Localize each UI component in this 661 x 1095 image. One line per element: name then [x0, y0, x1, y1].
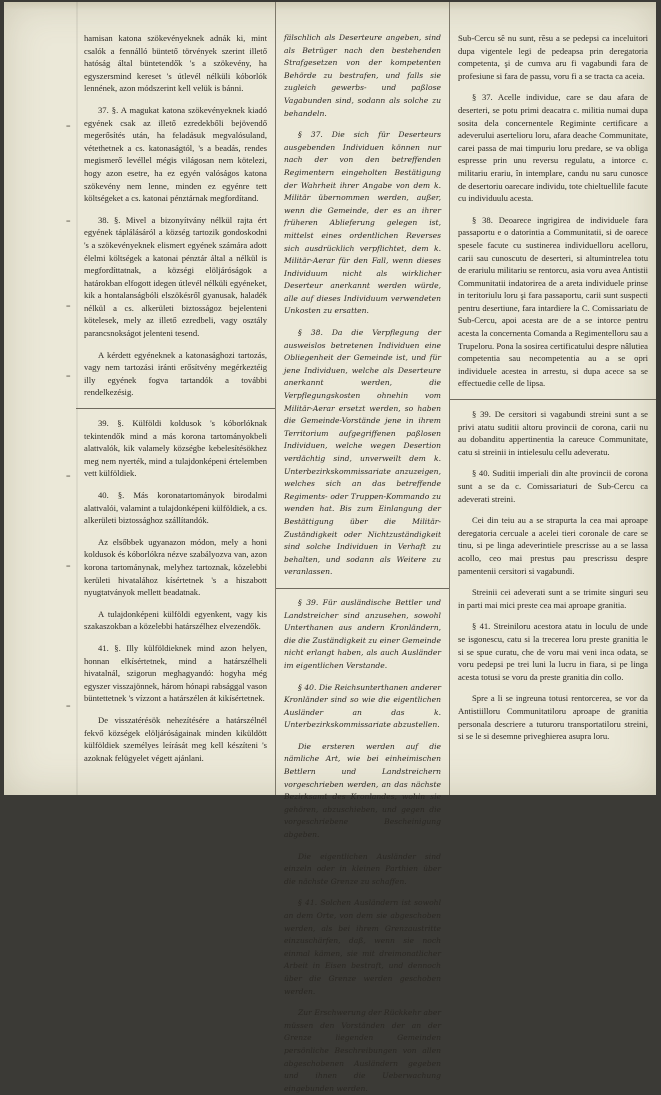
document-sheet [4, 2, 656, 1093]
german-column [276, 2, 450, 1093]
romanian-paragraph: § 39. De cersitori si vagabundi streini sunt a se privi atatu suditii altoru provincii de corona, carii nu au dobanditu appertinentia la careuce Communitate, catu si streinii in intielesulu cellu adeveratu. [458, 409, 648, 457]
german-paragraph: § 37. Die sich für Deserteurs ausgebenden Individuen können nur nach der von den betreffenden Regimentern eingeholten Bestätigung der Wahrheit ihrer Angabe von dem k. Militär übernommen werden, außer, wenn die Gemeinde, der es an ihrer früheren Ablieferung gelegen ist, mittelst eines ordentlichen Reverses sich ausdrücklich verpflichtet, dem k. Militär-Aerar für den Fall, wenn dieses Individuum nicht als wirklicher Deserteur anerkannt werden würde, alle auf dieses Individuum verwendeten Unkosten zu ersatten. [284, 130, 441, 316]
german-paragraph: § 41. Solchen Ausländern ist sowohl an dem Orte, von dem sie abgeschoben werden, als bei ihrem Grenzaustritte einzuschärfen, daß, wenn sie noch einmal kämen, sie mit dreimonatlicher Arbeit in Eisen bestraft, und dennoch über die Grenze werden geschoben werden. [284, 898, 441, 996]
hungarian-paragraph: 39. §. Külföldi koldusok 's kóborlóknak tekintendők mind a más korona tartományokbeli alattvalók, kik valamely községbe kebelesítésökhez meg nem nyerték, mind a tulajdonképeni értelemben vett külföldiek. [84, 418, 267, 479]
hungarian-paragraph: 37. §. A magukat katona szökevényeknek kiadó egyének csak az illető ezredekbőli bejövendő megerősítés után, ha feladásuk megvalósuland, vétethetnek a cs. katonaságtól, 's a beadás, rendes megismerő levéllel mégis világosan nem kötelezi, hogy azon esetre, ha ez egyén valóságos katona szökevény nem lenne, minden ez egyénre tett költségeket a cs. katonai pénztárnak megfordítand. [84, 104, 267, 204]
hungarian-section-divider [76, 408, 275, 409]
romanian-paragraph: § 38. Deoarece ingrigirea de individuele fara passaportu e o datorintia a Communitatii, si de oarece spesele facute cu sustinerea individuelloru acelloru, carii sau cunoscutu de deserteri, si altumintrelea totu de erariulu militariu se rentorcu, asia voru avea Antistii Communitatii indatorirea de a areta individuele prinse in teritoriulu loru şi fara passaportu, carii sunt suspecti pentru desertiune, fara intardiere la C. Comissariatu de Sub-Cercu, apoi acesta are de a se intorce pentru acesta la concernenta Comanda a Regimentelloru sau a Trupeloru. Pona la sosirea certificatului despre nâlutiea competentia sau necompetentia au a se opri individuele acestea in arrestu, si dupa acece sa se effectuedie celle de lipsa. [458, 214, 648, 389]
romanian-paragraph: Cei din teiu au a se strapurta la cea mai aproape deregatoria cercuale a acelei tieri coronale de care se tinu, si pe linga adeverintiele prescrisse au a se lassa acollo, ceo mai prestus pau prescrissu despre pamentenii cersitori si vagabundi. [458, 515, 648, 576]
german-paragraph: Zur Erschwerung der Rückkehr aber müssen den Vorständen der an der Grenze liegenden Gemeinden persönliche Beschreibungen von allen abgeschobenen Ausländern gegeben und ihnen die Ueberwachung eingebunden werden. [284, 1008, 441, 1093]
margin-mark: = [66, 372, 71, 381]
margin-mark: = [66, 702, 71, 711]
margin-mark: = [66, 217, 71, 226]
german-paragraph: § 38. Da die Verpflegung der ausweislos betretenen Individuen eine Obliegenheit der Gemeinde ist, und für jene Individuen, welche als Deserteure anerkannt werden, die Verpflegungskosten ohnehin vom Militär-Aerar ersetzt werden, so haben die Gemeinde-Vorstände jene in ihrem Territorium aufgegriffenen paßlosen Individuen, welche wegen Desertion verdächtig sind, unverweilt dem k. Unterbezirkskommissariate anzuzeigen, welches sich an das betreffende Regiments- oder Truppen-Kommando zu wenden hat. Bis zum Einlangung der Bestättigung über die Militär-Zuständigkeit oder Nichtzuständigkeit sind solche Individuen in Verhaft zu behalten, und sodann als Weitere zu veranlassen. [284, 328, 441, 577]
hungarian-paragraph: De visszatérésök nehezítésére a határszélnél fekvő községek elöljáróságainak minden kiküldött külföldiek személyes leírását meg kell készíteni 's azoknak felügyelet végett ajánlani. [84, 714, 267, 763]
hungarian-paragraph: Az elsőbbek ugyanazon módon, mely a honi koldusok és kóborlókra nézve szabályozva van, azon korona tartománynak, melyhez tartoznak, közelebbi kerületi hivatalához kísértetnek 's a hiszabott nyugtatványok mellett beadatnak. [84, 536, 267, 598]
left-margin [4, 2, 76, 795]
hungarian-paragraph: 40. §. Más koronatartományok birodalmi alattvalói, valamint a tulajdonképeni külföldiek, a cs. alkerületi biztossághoz szállítandók. [84, 490, 267, 526]
romanian-paragraph: Spre a li se ingreuna totusi rentorcerea, se vor da Antistiilloru Communitatiloru aproape de granitia personala descriere a tuturoru transportatiloru streini, si se le si desemne priveghierea asupra loru. [458, 693, 648, 742]
german-section-divider [276, 588, 449, 589]
romanian-paragraph: § 40. Suditii imperiali din alte provincii de corona sunt a se da c. Comissariaturi de Sub-Cercu ca adeverati streini. [458, 468, 648, 504]
german-paragraph: § 40. Die Reichsunterthanen anderer Kronländer sind so wie die eigentlichen Ausländer an das k. Unterbezirkskommissariate abzustellen. [284, 682, 441, 730]
german-paragraph: § 39. Für ausländische Bettler und Landstreicher sind anzusehen, sowohl Unterthanen aus andern Kronländern, die die Zuständigkeit zu einer Gemeinde nicht erlangt haben, als auch Ausländer im eigentlichen Verstande. [284, 597, 441, 670]
romanian-paragraph: Streinii cei adeverati sunt a se trimite singuri seu in parti mai mici preste cea mai aproape granitia. [458, 587, 648, 610]
margin-mark: = [66, 562, 71, 571]
hungarian-paragraph: 41. §. Illy külföldieknek mind azon helyen, honnan elkísértetnek, mind a határszélheli hivatalnál, szigorun meghagyandó: hogyha még egyszer visszajönnek, három hónapi rabsággal vason büntettetnek 's vízzont a határszélen át kikísértetnek. [84, 642, 267, 704]
romanian-paragraph: Sub-Cercu sĕ nu sunt, rĕsu a se pedepsi ca inceluitori dupa vigentele legi de pedeapsa prin deregatoria competenta, şi de cumva aru fi vagabundi fara de profesiune si fara de passu, voru fi a se tracta ca aceia. [458, 33, 648, 81]
german-paragraph: fälschlich als Deserteure angeben, sind als Betrüger nach den bestehenden Strafgesetzen von der kompetenten Behörde zu bestrafen, und falls sie zugleich gewerbs- und paßlose Vagabunden sind, sodann als solche zu behandeln. [284, 33, 441, 118]
romanian-section-divider [450, 399, 656, 400]
hungarian-paragraph: 38. §. Mivel a bizonyítvány nélkül rajta ért egyének táplálásáról a község tartozik gondoskodni 's a szökevényeknek elismert egyének számára adott élelmi költségek a katonai pénztár által a nélkül is megfordíttatnak, a községi elöljáróságok a határokban elfogott idegen útlevél nélküli egyéneket, kik a hontalanságbóli elszökésről gyanusak, haladék nélkül a cs. alkerületi biztosságoz bejelenteni kötelesek, mely az illető ezredbeli, vagy osztály parancsnokságot jelenteni tesend. [84, 214, 267, 339]
romanian-column [450, 2, 656, 795]
hungarian-paragraph: hamisan katona szökevényeknek adnák ki, mint csalók a fennálló büntető törvények szerint illető hatóság által büntetendők 's a szökevény, ha egyszersmind kereset 's útlevél nélküli kóborlók lennének, azon módszerint kell velük is bánni. [84, 33, 267, 94]
romanian-paragraph: § 41. Streiniloru acestora atatu in loculu de unde se isgonescu, catu si la trecerea loru preste granitia le si se spue curatu, che de voru mai veni inca odata, se voru pedepsi pe trei luni la lucru in fiara, si pe linga acesta totusi se voru da preste granitia din collo. [458, 621, 648, 682]
hungarian-paragraph: A tulajdonképeni külföldi egyenkent, vagy kis szakaszokban a közelebbi határszélhez elvezendők. [84, 608, 267, 632]
german-paragraph: Die eigentlichen Ausländer sind einzeln oder in kleinen Parthien über die nächste Grenze zu schaffen. [284, 851, 441, 886]
romanian-paragraph: § 37. Acelle individue, care se dau afara de deserteri, se potu primi deacatra c. militia numai dupa sosita dela concernentele Regiminte certificare a adeverului asertelioru loru, afara deache Communitate, carei passa de mai timpuriu loru predare, se va obliga espresse prin unu reversu regulatu, a intorce c. militariu erariu, în intemplare, candu nu saru cunosce de desertoriu oarecare individu, tote chieltuellile facute cu individuulu acesta. [458, 92, 648, 204]
margin-mark: = [66, 302, 71, 311]
margin-mark: = [66, 472, 71, 481]
german-paragraph: Die ersteren werden auf die nämliche Art, wie bei einheimischen Bettlern und Landstreichern vorgeschrieben werden, an das nächste Bezirksamt des Kronlandes, wohin sie gehören, abzuschieben, und gegen die vorgeschriebene Bescheinigung abgeben. [284, 741, 441, 840]
hungarian-column [76, 2, 276, 795]
hungarian-paragraph: A kérdett egyéneknek a katonasághozi tartozás, vagy nem tartozási iránti erősítvény megérkeztéig illy egyének fogva tartandók a további rendelkezésig. [84, 349, 267, 398]
margin-mark: = [66, 122, 71, 131]
